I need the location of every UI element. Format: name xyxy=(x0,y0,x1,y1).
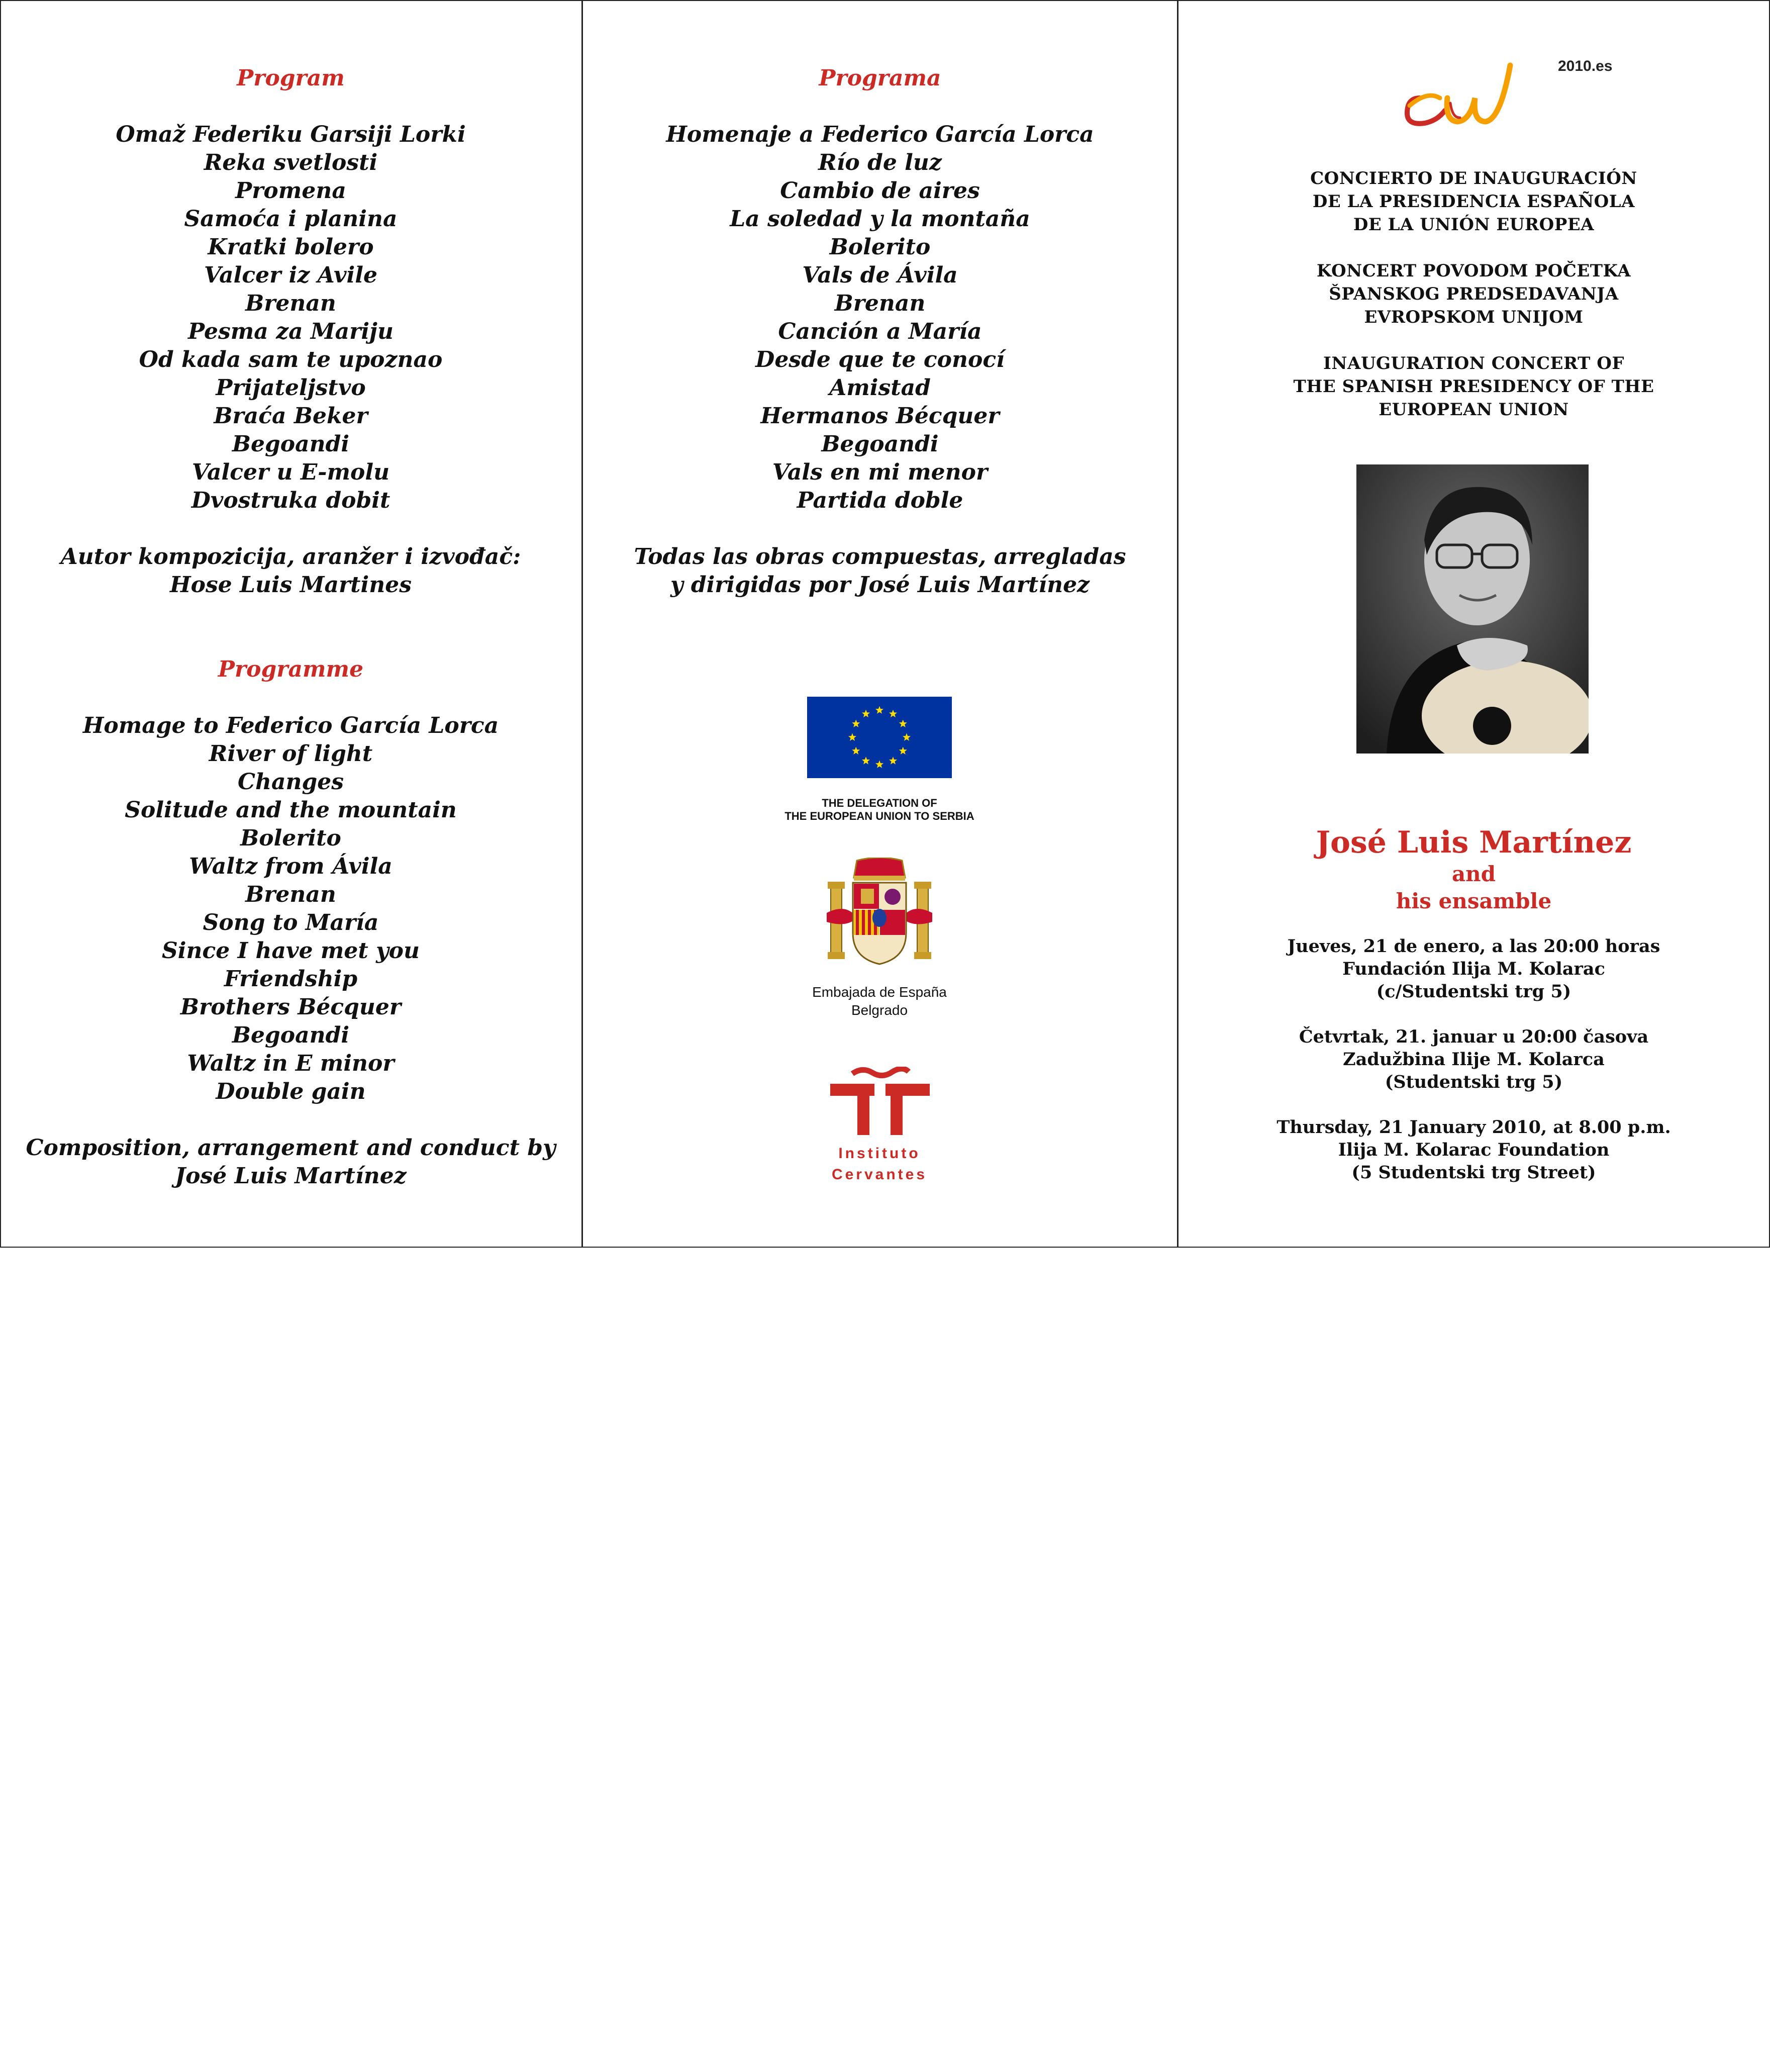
program-list-sr-line: Kratki bolero xyxy=(208,234,374,260)
event-info-sr-line: Zadužbina Ilije M. Kolarca xyxy=(1343,1049,1605,1070)
artist-subtitle-line: and xyxy=(1451,862,1496,886)
credit-sr-line: Hose Luis Martines xyxy=(170,572,412,598)
program-list-en-line: Friendship xyxy=(224,966,358,992)
program-list-en-line: Waltz in E minor xyxy=(187,1051,395,1076)
program-list-en xyxy=(0,712,581,1106)
credit-en xyxy=(0,1134,581,1190)
program-list-sr-line: Pesma za Mariju xyxy=(188,319,394,344)
title-es-line: CONCIERTO DE INAUGURACIÓN xyxy=(1310,168,1637,189)
program-list-en-line: Since I have met you xyxy=(162,938,420,964)
program-list-en-line: Brothers Bécquer xyxy=(180,994,402,1020)
program-list-es-line: Cambio de aires xyxy=(780,178,980,204)
program-list-es-line: Homenaje a Federico García Lorca xyxy=(666,122,1094,147)
program-list-en-line: River of light xyxy=(209,741,373,767)
program-list-sr-line: Brenan xyxy=(245,291,336,316)
eu-flag-icon xyxy=(807,697,952,778)
event-info-en-line: Thursday, 21 January 2010, at 8.00 p.m. xyxy=(1276,1117,1671,1138)
event-info-es-line: (c/Studentski trg 5) xyxy=(1376,981,1571,1002)
program-list-sr-line: Valcer u E-molu xyxy=(191,459,390,485)
event-info-es-line: Jueves, 21 de enero, a las 20:00 horas xyxy=(1287,936,1660,957)
title-en-line: INAUGURATION CONCERT OF xyxy=(1323,353,1624,373)
credit-es-line: y dirigidas por José Luis Martínez xyxy=(670,572,1090,598)
cervantes-caption xyxy=(779,1143,980,1185)
event-info-es xyxy=(1178,935,1769,1003)
eu-delegation-caption-line: THE EUROPEAN UNION TO SERBIA xyxy=(784,810,974,822)
credit-es xyxy=(583,543,1177,599)
title-es xyxy=(1178,167,1769,236)
program-list-es-line: Desde que te conocí xyxy=(755,347,1005,372)
program-list-en-line: Homage to Federico García Lorca xyxy=(82,713,499,738)
embassy-caption-line: Embajada de España xyxy=(812,984,947,1000)
program-list-en-line: Bolerito xyxy=(240,825,341,851)
program-list-sr-line: Samoća i planina xyxy=(184,206,398,232)
spain-coat-of-arms-icon xyxy=(827,858,932,968)
title-en-line: EUROPEAN UNION xyxy=(1379,400,1569,420)
title-es-line: DE LA UNIÓN EUROPEA xyxy=(1353,215,1595,235)
event-info-es-line: Fundación Ilija M. Kolarac xyxy=(1342,959,1605,979)
title-sr-line: ŠPANSKOG PREDSEDAVANJA xyxy=(1329,284,1619,304)
program-list-en-line: Double gain xyxy=(216,1079,366,1104)
program-list-sr xyxy=(0,121,581,515)
event-info-sr-line: Četvrtak, 21. januar u 20:00 časova xyxy=(1299,1026,1649,1047)
program-list-es-line: Río de luz xyxy=(818,150,942,175)
credit-en-line: Composition, arrangement and conduct by xyxy=(26,1135,556,1161)
title-sr-line: KONCERT POVODOM POČETKA xyxy=(1316,261,1631,281)
cervantes-caption-line: Cervantes xyxy=(831,1166,928,1183)
program-list-es xyxy=(583,121,1177,515)
credit-sr-line: Autor kompozicija, aranžer i izvođač: xyxy=(60,544,521,570)
event-info-sr xyxy=(1178,1025,1769,1093)
right-info-block xyxy=(1178,824,1769,2072)
credit-sr xyxy=(0,543,581,599)
eu-2010-logo-icon xyxy=(1397,50,1528,131)
event-info-en xyxy=(1178,1116,1769,1184)
credit-es-line: Todas las obras compuestas, arregladas xyxy=(634,544,1126,570)
program-list-en-line: Brenan xyxy=(245,882,336,907)
program-list-sr-line: Reka svetlosti xyxy=(204,150,378,175)
program-list-en-line: Changes xyxy=(237,769,344,795)
title-sr-line: EVROPSKOM UNIJOM xyxy=(1364,307,1584,327)
program-list-es-line: Partida doble xyxy=(797,488,963,513)
program-list-sr-line: Braća Beker xyxy=(214,403,368,429)
program-list-en-line: Song to María xyxy=(203,910,379,935)
program-list-es-line: Vals en mi menor xyxy=(772,459,988,485)
program-list-sr-line: Od kada sam te upoznao xyxy=(139,347,443,372)
embassy-caption-line: Belgrado xyxy=(851,1002,908,1018)
program-list-es-line: Canción a María xyxy=(778,319,982,344)
program-list-sr-line: Omaž Federiku Garsiji Lorki xyxy=(116,122,466,147)
title-en xyxy=(1178,352,1769,421)
program-list-sr-line: Begoandi xyxy=(232,431,350,457)
title-en-line: THE SPANISH PRESIDENCY OF THE xyxy=(1293,376,1654,397)
program-list-en-line: Begoandi xyxy=(232,1022,350,1048)
program-list-sr-line: Prijateljstvo xyxy=(216,375,366,401)
program-list-es-line: La soledad y la montaña xyxy=(730,206,1030,232)
left-panel xyxy=(0,64,581,1312)
credit-en-line: José Luis Martínez xyxy=(175,1163,407,1189)
program-list-en-line: Solitude and the mountain xyxy=(125,797,457,823)
program-list-es-line: Hermanos Bécquer xyxy=(760,403,1000,429)
artist-subtitle-line: his ensamble xyxy=(1396,889,1552,913)
artist-photo xyxy=(1356,464,1589,754)
program-list-es-line: Vals de Ávila xyxy=(802,262,958,288)
program-list-en-line: Waltz from Ávila xyxy=(189,854,392,879)
program-heading-en: Programme xyxy=(218,656,364,682)
program-list-es-line: Brenan xyxy=(834,291,926,316)
program-heading-sr: Program xyxy=(237,65,345,91)
instituto-cervantes-logo-icon xyxy=(830,1067,930,1137)
program-list-es-line: Bolerito xyxy=(829,234,931,260)
program-heading-es: Programa xyxy=(819,65,941,91)
program-list-es-line: Begoandi xyxy=(821,431,939,457)
title-sr xyxy=(1178,259,1769,329)
program-list-sr-line: Promena xyxy=(235,178,346,204)
program-list-es-line: Amistad xyxy=(829,375,931,401)
program-list-sr-line: Dvostruka dobit xyxy=(191,488,390,513)
artist-subtitle xyxy=(1178,861,1769,915)
eu-delegation-caption-line: THE DELEGATION OF xyxy=(822,797,937,809)
event-info-en-line: Ilija M. Kolarac Foundation xyxy=(1338,1140,1610,1160)
event-info-sr-line: (Studentski trg 5) xyxy=(1385,1072,1563,1092)
artist-name: José Luis Martínez xyxy=(1316,825,1632,860)
program-list-sr-line: Valcer iz Avile xyxy=(204,262,377,288)
cervantes-caption-line: Instituto xyxy=(838,1145,921,1162)
title-es-line: DE LA PRESIDENCIA ESPAÑOLA xyxy=(1312,192,1635,212)
embassy-caption xyxy=(754,983,1005,1019)
eu-delegation-caption xyxy=(734,797,1025,823)
eu-2010-logo-suffix: 2010.es xyxy=(1558,58,1613,74)
event-info-en-line: (5 Studentski trg Street) xyxy=(1351,1162,1596,1183)
